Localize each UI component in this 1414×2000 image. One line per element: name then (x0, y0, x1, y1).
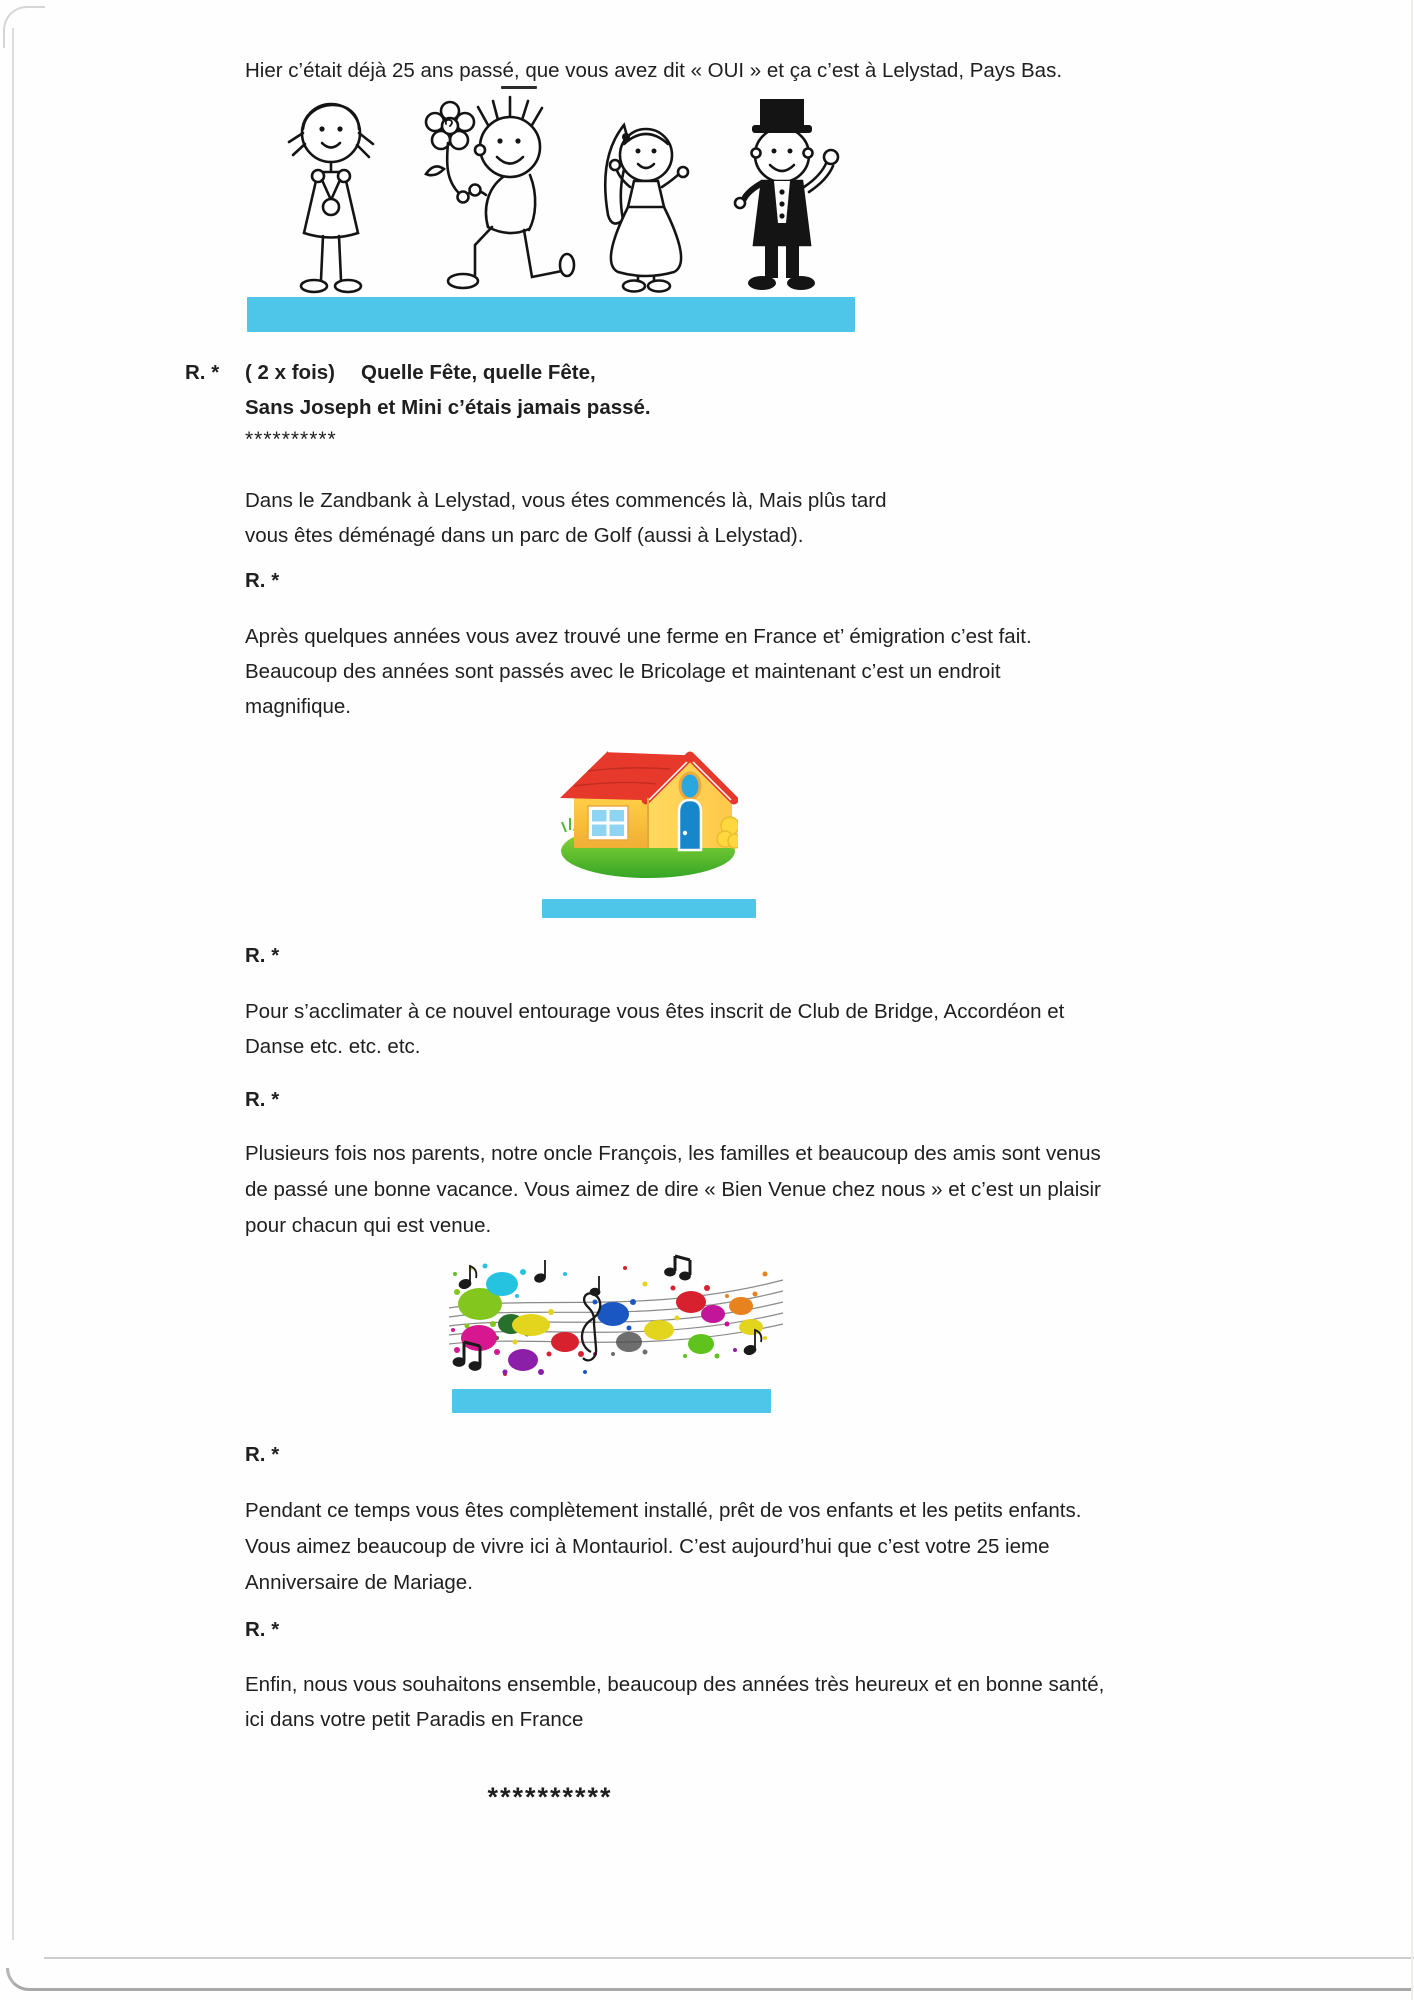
scan-page-corner (3, 6, 45, 48)
cyan-divider-bar-2 (542, 899, 756, 918)
refrain-marker-6: R. * (245, 1618, 280, 1641)
paragraph-line: magnifique. (245, 695, 351, 718)
scan-page-left-edge (12, 28, 14, 1940)
paragraph-line: pour chacun qui est venue. (245, 1214, 492, 1237)
paragraph-line: Anniversaire de Mariage. (245, 1571, 473, 1594)
paragraph-installe (245, 1493, 1081, 1601)
paragraph-line: Pendant ce temps vous êtes complètement installé, prêt de vos enfants et les petits enfants. (245, 1499, 1082, 1522)
paragraph-line: Plusieurs fois nos parents, notre oncle François, les familles et beaucoup des amis sont venus (245, 1142, 1101, 1165)
scan-page-right-edge (1411, 0, 1413, 2000)
refrain-title-row (245, 356, 596, 390)
front-door (679, 800, 701, 850)
paragraph-line: Pour s’acclimater à ce nouvel entourage vous êtes inscrit de Club de Bridge, Accordéon et (245, 1000, 1065, 1023)
gable-oval-window (680, 773, 700, 799)
house-clipart-illustration (560, 740, 738, 880)
girl-figure (289, 104, 373, 292)
paint-splashes (451, 1264, 768, 1377)
cyan-divider-bar-3 (452, 1389, 771, 1413)
flower-icon (426, 102, 474, 197)
groom-figure (735, 99, 838, 290)
proposing-boy-figure (426, 97, 574, 288)
refrain-marker-1: R. * (185, 361, 220, 384)
treble-clef-icon (582, 1293, 600, 1360)
paragraph-line: Enfin, nous vous souhaitons ensemble, beaucoup des années très heureux et en bonne santé, (245, 1673, 1105, 1696)
refrain-marker-3: R. * (245, 944, 280, 967)
closing-stars: ********** (487, 1782, 613, 1812)
paragraph-zandbank (245, 483, 887, 553)
paragraph-line: Après quelques années vous avez trouvé une ferme en France et’ émigration c’est fait. (245, 625, 1032, 648)
refrain-line-2: Sans Joseph et Mini c’étais jamais passé. (245, 396, 651, 419)
pen-underline-mark (501, 86, 537, 89)
paragraph-clubs (245, 994, 1064, 1064)
refrain-marker-2: R. * (245, 569, 280, 592)
paragraph-line: Dans le Zandbank à Lelystad, vous étes commencés là, Mais plûs tard (245, 489, 887, 512)
paragraph-visites (245, 1136, 1101, 1244)
refrain-line-1: Quelle Fête, quelle Fête, (361, 361, 596, 384)
refrain-repeat-note: ( 2 x fois) (245, 361, 335, 384)
paragraph-line: vous êtes déménagé dans un parc de Golf (aussi à Lelystad). (245, 524, 804, 547)
bride-figure (605, 125, 688, 292)
refrain-marker-4: R. * (245, 1088, 280, 1111)
paragraph-line: ici dans votre petit Paradis en France (245, 1708, 584, 1731)
paragraph-line: Vous aimez beaucoup de vivre ici à Montauriol. C’est aujourd’hui que c’est votre 25 ieme (245, 1535, 1050, 1558)
stars-separator: ********** (245, 428, 337, 451)
paragraph-souhait (245, 1667, 1104, 1737)
wedding-cartoon-illustration (278, 95, 858, 298)
music-notes-illustration (445, 1254, 785, 1386)
cyan-divider-bar-1 (247, 297, 855, 332)
paragraph-line: Beaucoup des années sont passés avec le Bricolage et maintenant c’est un endroit (245, 660, 1001, 683)
scanner-bottom-edge (6, 1968, 1413, 1991)
paragraph-ferme (245, 619, 1032, 724)
scan-page-bottom-edge (44, 1957, 1414, 1959)
paragraph-line: de passé une bonne vacance. Vous aimez de dire « Bien Venue chez nous » et c’est un plaisir (245, 1178, 1101, 1201)
refrain-marker-5: R. * (245, 1443, 280, 1466)
paragraph-line: Danse etc. etc. etc. (245, 1035, 421, 1058)
intro-line: Hier c’était déjà 25 ans passé, que vous avez dit « OUI » et ça c’est à Lelystad, Pays Bas. (245, 59, 1063, 82)
